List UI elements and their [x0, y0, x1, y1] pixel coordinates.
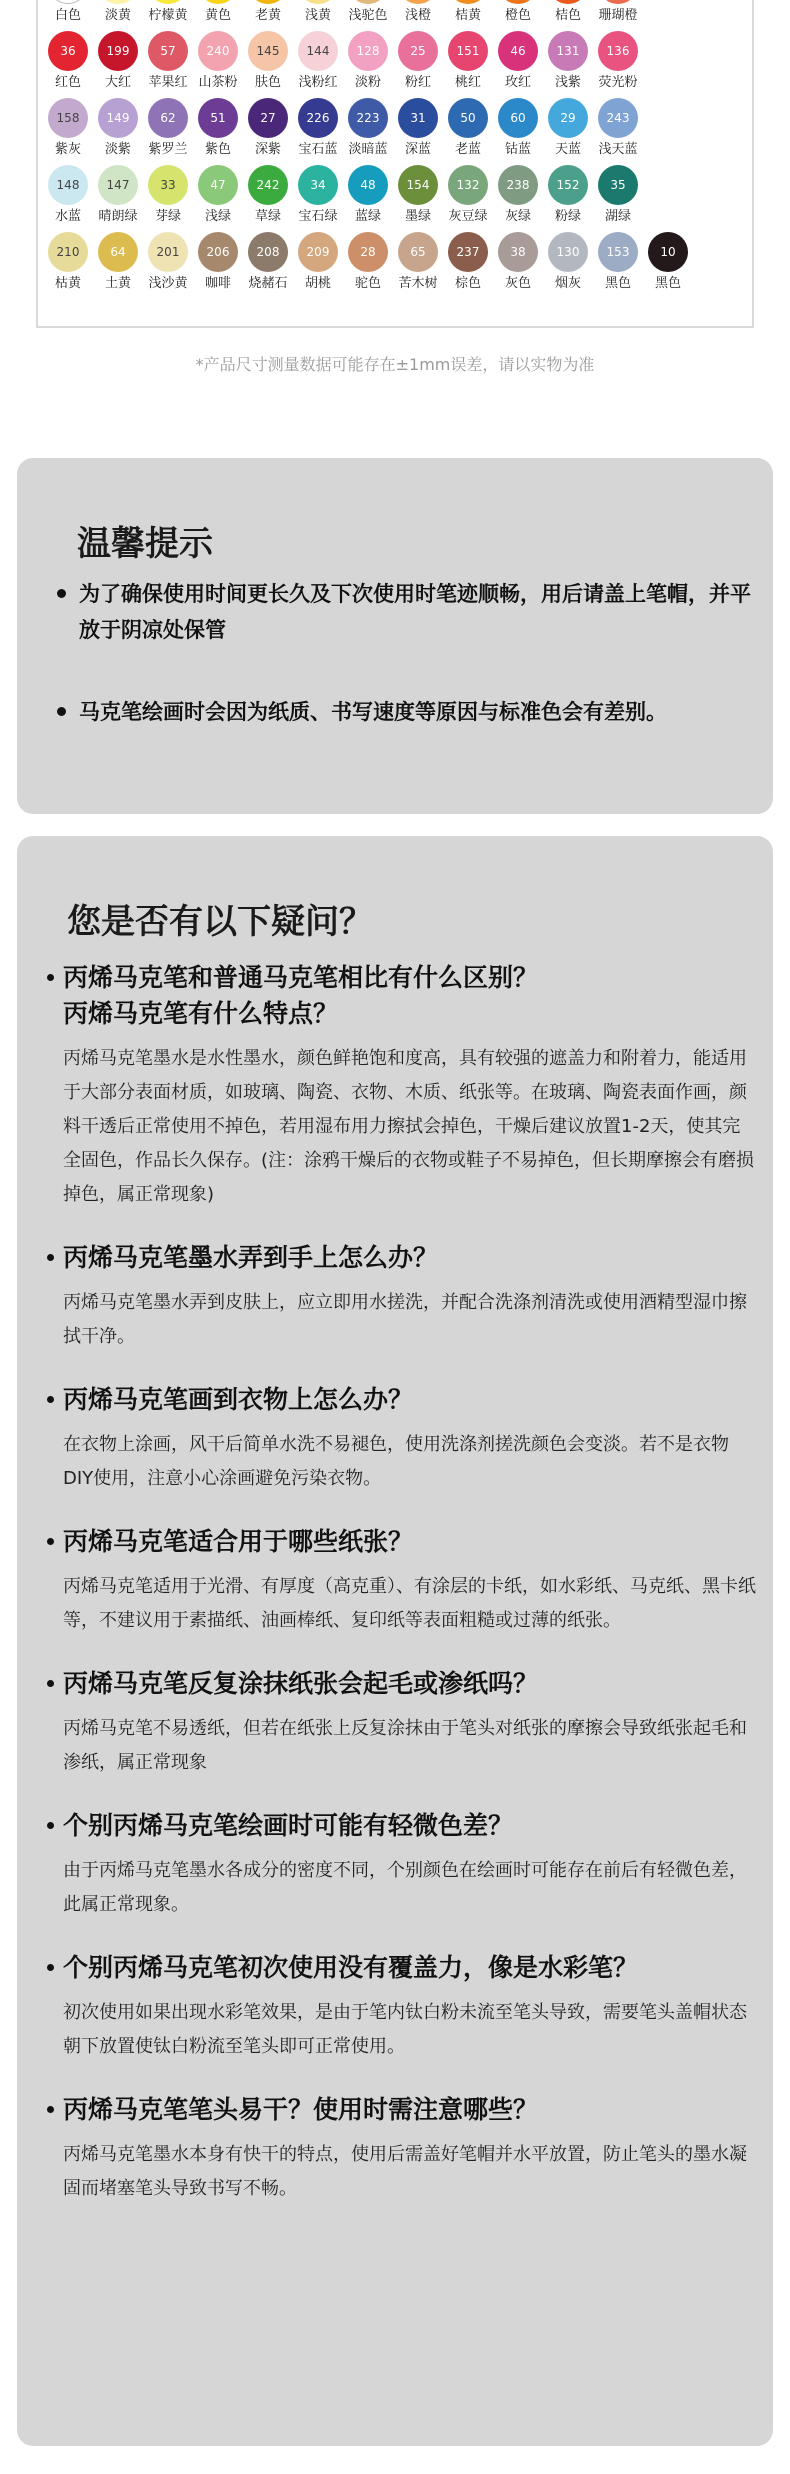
color-swatch	[393, 0, 443, 31]
color-swatch	[293, 165, 343, 232]
faq-question-text: 丙烯马克笔适合用于哪些纸张？	[63, 1527, 414, 1556]
bullet-icon	[47, 2106, 54, 2113]
swatch-label: 浅黄	[304, 8, 331, 23]
swatch-label: 灰绿	[504, 209, 531, 224]
color-swatch	[93, 31, 143, 98]
faq-item	[47, 2092, 757, 2206]
color-swatch	[593, 31, 643, 98]
faq-title: 您是否有以下疑问？	[67, 902, 373, 942]
bullet-icon	[47, 1680, 54, 1687]
swatch-color-circle: 60	[498, 98, 538, 138]
swatch-color-circle: 38	[498, 232, 538, 272]
swatch-color-circle: 36	[48, 31, 88, 71]
swatch-label: 宝石蓝	[298, 142, 338, 157]
swatch-color-circle: 242	[248, 165, 288, 205]
tips-item	[57, 694, 757, 730]
swatch-label: 浅紫	[554, 75, 581, 90]
faq-question-text: 丙烯马克笔画到衣物上怎么办？	[63, 1385, 414, 1414]
swatch-color-circle: 57	[148, 31, 188, 71]
color-swatch	[493, 165, 543, 232]
swatch-color-circle: 210	[48, 232, 88, 272]
tips-card	[17, 458, 773, 814]
faq-item	[47, 960, 757, 1212]
color-swatch	[443, 165, 493, 232]
color-swatch	[43, 31, 93, 98]
color-swatch	[243, 0, 293, 31]
color-swatch	[243, 31, 293, 98]
color-swatch	[543, 0, 593, 31]
color-swatch	[343, 0, 393, 31]
swatch-color-circle: 131	[548, 31, 588, 71]
swatch-label: 钴蓝	[504, 142, 531, 157]
tips-item-text: 为了确保使用时间更长久及下次使用时笔迹顺畅，用后请盖上笔帽，并平放于阴凉处保管	[79, 582, 751, 642]
color-swatch	[143, 0, 193, 31]
color-swatch	[293, 232, 343, 299]
swatch-color-circle: 50	[448, 98, 488, 138]
swatch-color-circle: 226	[298, 98, 338, 138]
swatch-label: 宝石绿	[298, 209, 338, 224]
color-swatch	[493, 98, 543, 165]
swatch-label: 珊瑚橙	[598, 8, 638, 23]
faq-question	[47, 1240, 757, 1276]
swatch-color-circle	[548, 0, 588, 4]
faq-answer: 由于丙烯马克笔墨水各成分的密度不同，个别颜色在绘画时可能存在前后有轻微色差，此属正常现象。	[63, 1860, 747, 1915]
swatch-label: 红色	[54, 75, 81, 90]
color-swatch	[593, 232, 643, 299]
swatch-label: 紫罗兰	[148, 142, 188, 157]
swatch-label: 土黄	[104, 276, 131, 291]
swatch-label: 淡紫	[104, 142, 131, 157]
bullet-icon	[47, 974, 54, 981]
swatch-label: 浅绿	[204, 209, 231, 224]
faq-question-text: 丙烯马克笔墨水弄到手上怎么办？	[63, 1243, 439, 1272]
faq-question-text: 个别丙烯马克笔初次使用没有覆盖力，像是水彩笔？	[63, 1953, 639, 1982]
swatch-row	[43, 232, 743, 299]
swatch-color-circle: 64	[98, 232, 138, 272]
swatch-color-circle: 130	[548, 232, 588, 272]
swatch-label: 浅沙黄	[148, 276, 188, 291]
color-swatch	[43, 232, 93, 299]
swatch-label: 烟灰	[554, 276, 581, 291]
swatch-color-circle: 35	[598, 165, 638, 205]
color-swatch	[593, 98, 643, 165]
faq-item	[47, 1808, 757, 1922]
swatch-label: 芽绿	[154, 209, 181, 224]
faq-item	[47, 1240, 757, 1354]
faq-question	[47, 1666, 757, 1702]
color-swatch	[443, 232, 493, 299]
swatch-color-circle: 47	[198, 165, 238, 205]
swatch-label: 紫色	[204, 142, 231, 157]
color-swatch	[143, 165, 193, 232]
swatch-label: 黑色	[604, 276, 631, 291]
bullet-icon	[47, 1538, 54, 1545]
swatch-label: 驼色	[354, 276, 381, 291]
swatch-color-circle: 65	[398, 232, 438, 272]
swatch-color-circle: 237	[448, 232, 488, 272]
swatch-label: 枯黄	[54, 276, 81, 291]
swatch-label: 深紫	[254, 142, 281, 157]
color-swatch	[343, 31, 393, 98]
faq-question	[47, 1382, 757, 1418]
faq-question	[47, 2092, 757, 2128]
faq-item	[47, 1524, 757, 1638]
color-swatch	[193, 232, 243, 299]
swatch-color-circle: 148	[48, 165, 88, 205]
color-swatch	[193, 0, 243, 31]
swatch-label: 大红	[104, 75, 131, 90]
swatch-color-circle	[448, 0, 488, 4]
faq-answer: 丙烯马克笔墨水弄到皮肤上，应立即用水搓洗，并配合洗涤剂清洗或使用酒精型湿巾擦拭干净。	[63, 1292, 747, 1347]
swatch-color-circle: 154	[398, 165, 438, 205]
swatch-color-circle: 29	[548, 98, 588, 138]
tips-item	[57, 576, 757, 648]
swatch-label: 深蓝	[404, 142, 431, 157]
color-swatch	[393, 232, 443, 299]
color-swatch	[543, 165, 593, 232]
swatch-color-circle: 243	[598, 98, 638, 138]
color-swatch	[643, 232, 693, 299]
swatch-color-circle: 33	[148, 165, 188, 205]
swatch-label: 咖啡	[204, 276, 231, 291]
swatch-color-circle: 238	[498, 165, 538, 205]
faq-question-text: 个别丙烯马克笔绘画时可能有轻微色差？	[63, 1811, 514, 1840]
swatch-label: 烧赭石	[248, 276, 288, 291]
swatch-color-circle: 28	[348, 232, 388, 272]
swatch-label: 桔色	[554, 8, 581, 23]
faq-question	[47, 1950, 757, 1986]
color-swatch	[143, 232, 193, 299]
swatch-label: 棕色	[454, 276, 481, 291]
swatch-label: 浅驼色	[348, 8, 388, 23]
swatch-color-circle: 151	[448, 31, 488, 71]
swatch-label: 浅粉红	[298, 75, 338, 90]
faq-question-text: 丙烯马克笔笔头易干？使用时需注意哪些？	[63, 2095, 539, 2124]
swatch-color-circle: 201	[148, 232, 188, 272]
color-swatch	[193, 165, 243, 232]
faq-answer: 初次使用如果出现水彩笔效果，是由于笔内钛白粉未流至笔头导致，需要笔头盖帽状态朝下放置使钛白粉流至笔头即可正常使用。	[63, 2002, 747, 2057]
swatch-color-circle: 145	[248, 31, 288, 71]
swatch-color-circle: 62	[148, 98, 188, 138]
swatch-label: 淡黄	[104, 8, 131, 23]
color-swatch	[293, 31, 343, 98]
swatch-label: 柠檬黄	[148, 8, 188, 23]
faq-question-text: 丙烯马克笔和普通马克笔相比有什么区别？ 丙烯马克笔有什么特点？	[63, 963, 539, 1028]
swatch-label: 苹果红	[148, 75, 188, 90]
swatch-row	[43, 0, 743, 31]
swatch-label: 天蓝	[554, 142, 581, 157]
color-swatch	[143, 31, 193, 98]
swatch-color-circle: 31	[398, 98, 438, 138]
color-swatch	[93, 98, 143, 165]
swatch-color-circle	[398, 0, 438, 4]
color-swatch	[193, 98, 243, 165]
swatch-label: 粉红	[404, 75, 431, 90]
bullet-icon	[47, 1822, 54, 1829]
color-swatch	[243, 98, 293, 165]
swatch-color-circle: 149	[98, 98, 138, 138]
swatch-color-circle: 25	[398, 31, 438, 71]
swatch-row	[43, 98, 743, 165]
color-swatch	[243, 165, 293, 232]
color-swatch	[293, 98, 343, 165]
faq-item	[47, 1382, 757, 1496]
swatch-color-circle: 136	[598, 31, 638, 71]
swatch-color-circle: 51	[198, 98, 238, 138]
swatch-color-circle: 199	[98, 31, 138, 71]
swatch-color-circle: 209	[298, 232, 338, 272]
swatch-label: 淡暗蓝	[348, 142, 388, 157]
swatch-row	[43, 31, 743, 98]
swatch-label: 浅橙	[404, 8, 431, 23]
color-swatch	[443, 98, 493, 165]
swatch-color-circle: 34	[298, 165, 338, 205]
swatch-color-circle: 27	[248, 98, 288, 138]
swatch-label: 老蓝	[454, 142, 481, 157]
color-swatch	[343, 232, 393, 299]
color-swatch	[593, 165, 643, 232]
faq-item	[47, 1666, 757, 1780]
swatch-row	[43, 165, 743, 232]
swatch-label: 灰色	[504, 276, 531, 291]
measurement-note: *产品尺寸测量数据可能存在±1mm误差，请以实物为准	[195, 355, 595, 374]
tips-title: 温馨提示	[77, 524, 213, 564]
swatch-color-circle: 48	[348, 165, 388, 205]
swatch-label: 粉绿	[554, 209, 581, 224]
color-swatch	[293, 0, 343, 31]
swatch-label: 草绿	[254, 209, 281, 224]
swatch-color-circle: 223	[348, 98, 388, 138]
faq-answer: 丙烯马克笔不易透纸，但若在纸张上反复涂抹由于笔头对纸张的摩擦会导致纸张起毛和渗纸，属正常现象	[63, 1718, 747, 1773]
swatch-label: 桔黄	[454, 8, 481, 23]
color-swatch	[393, 31, 443, 98]
swatch-color-circle: 158	[48, 98, 88, 138]
faq-question	[47, 960, 757, 1032]
color-swatch	[593, 0, 643, 31]
bullet-icon	[47, 1254, 54, 1261]
color-swatch	[543, 98, 593, 165]
swatch-color-circle: 152	[548, 165, 588, 205]
color-swatch	[443, 31, 493, 98]
swatch-color-circle	[298, 0, 338, 4]
faq-question	[47, 1808, 757, 1844]
swatch-color-circle: 144	[298, 31, 338, 71]
swatch-label: 蓝绿	[354, 209, 381, 224]
faq-card	[17, 836, 773, 2446]
swatch-label: 湖绿	[604, 209, 631, 224]
swatch-color-circle	[148, 0, 188, 4]
swatch-color-circle: 46	[498, 31, 538, 71]
swatch-color-circle	[48, 0, 88, 4]
swatch-color-circle	[198, 0, 238, 4]
swatch-color-circle	[98, 0, 138, 4]
color-swatch	[543, 232, 593, 299]
swatch-color-circle: 147	[98, 165, 138, 205]
color-swatch	[43, 165, 93, 232]
swatch-label: 苦木树	[398, 276, 438, 291]
faq-answer: 丙烯马克笔适用于光滑、有厚度（高克重）、有涂层的卡纸，如水彩纸、马克纸、黑卡纸等，不建议用于素描纸、油画棒纸、复印纸等表面粗糙或过薄的纸张。	[63, 1576, 756, 1631]
swatch-color-circle: 206	[198, 232, 238, 272]
color-swatch	[393, 165, 443, 232]
color-swatch	[93, 165, 143, 232]
color-swatch	[543, 31, 593, 98]
color-swatch	[343, 165, 393, 232]
color-swatch-grid	[43, 0, 743, 299]
swatch-label: 黄色	[204, 8, 231, 23]
swatch-color-circle: 10	[648, 232, 688, 272]
color-swatch	[43, 0, 93, 31]
color-swatch	[493, 0, 543, 31]
color-swatch	[393, 98, 443, 165]
faq-item	[47, 1950, 757, 2064]
swatch-label: 肤色	[254, 75, 281, 90]
swatch-label: 桃红	[454, 75, 481, 90]
faq-question-text: 丙烯马克笔反复涂抹纸张会起毛或渗纸吗？	[63, 1669, 539, 1698]
swatch-color-circle	[498, 0, 538, 4]
swatch-color-circle: 153	[598, 232, 638, 272]
faq-answer: 丙烯马克笔墨水是水性墨水，颜色鲜艳饱和度高，具有较强的遮盖力和附着力，能适用于大部分表面材质，如玻璃、陶瓷、衣物、木质、纸张等。在玻璃、陶瓷表面作画，颜料干透后正常使用不掉色，若用湿布用力擦拭会掉色，干燥后建议放置1-2天，使其完全固色，作品长久保存。(注：涂鸦干燥后的衣物或鞋子不易掉色，但长期摩擦会有磨损掉色，属正常现象)	[63, 1048, 755, 1205]
color-swatch	[43, 98, 93, 165]
swatch-label: 黑色	[654, 276, 681, 291]
swatch-color-circle: 132	[448, 165, 488, 205]
faq-answer: 丙烯马克笔墨水本身有快干的特点，使用后需盖好笔帽并水平放置，防止笔头的墨水凝固而堵塞笔头导致书写不畅。	[63, 2144, 747, 2199]
color-swatch	[93, 0, 143, 31]
color-swatch	[493, 31, 543, 98]
swatch-label: 浅天蓝	[598, 142, 638, 157]
swatch-label: 白色	[54, 8, 81, 23]
swatch-label: 水蓝	[54, 209, 81, 224]
swatch-color-circle	[598, 0, 638, 4]
color-swatch	[493, 232, 543, 299]
swatch-color-circle	[348, 0, 388, 4]
swatch-label: 晴朗绿	[98, 209, 138, 224]
swatch-color-circle: 208	[248, 232, 288, 272]
color-swatch	[143, 98, 193, 165]
color-swatch	[443, 0, 493, 31]
swatch-color-circle: 128	[348, 31, 388, 71]
swatch-label: 紫灰	[54, 142, 81, 157]
swatch-color-circle	[248, 0, 288, 4]
swatch-label: 灰豆绿	[448, 209, 488, 224]
swatch-label: 荧光粉	[598, 75, 638, 90]
swatch-label: 淡粉	[354, 75, 381, 90]
color-swatch	[93, 232, 143, 299]
bullet-icon	[57, 589, 66, 598]
faq-question	[47, 1524, 757, 1560]
bullet-icon	[47, 1396, 54, 1403]
color-swatch	[343, 98, 393, 165]
bullet-icon	[47, 1964, 54, 1971]
swatch-color-circle: 240	[198, 31, 238, 71]
swatch-label: 山茶粉	[198, 75, 238, 90]
swatch-label: 玫红	[504, 75, 531, 90]
swatch-label: 胡桃	[304, 276, 331, 291]
swatch-label: 墨绿	[404, 209, 431, 224]
tips-item-text: 马克笔绘画时会因为纸质、书写速度等原因与标准色会有差别。	[79, 700, 667, 724]
swatch-label: 橙色	[504, 8, 531, 23]
faq-answer: 在衣物上涂画，风干后简单水洗不易褪色，使用洗涤剂搓洗颜色会变淡。若不是衣物DIY使用，注意小心涂画避免污染衣物。	[63, 1434, 729, 1489]
swatch-label: 老黄	[254, 8, 281, 23]
color-swatch	[243, 232, 293, 299]
bullet-icon	[57, 707, 66, 716]
color-swatch	[193, 31, 243, 98]
